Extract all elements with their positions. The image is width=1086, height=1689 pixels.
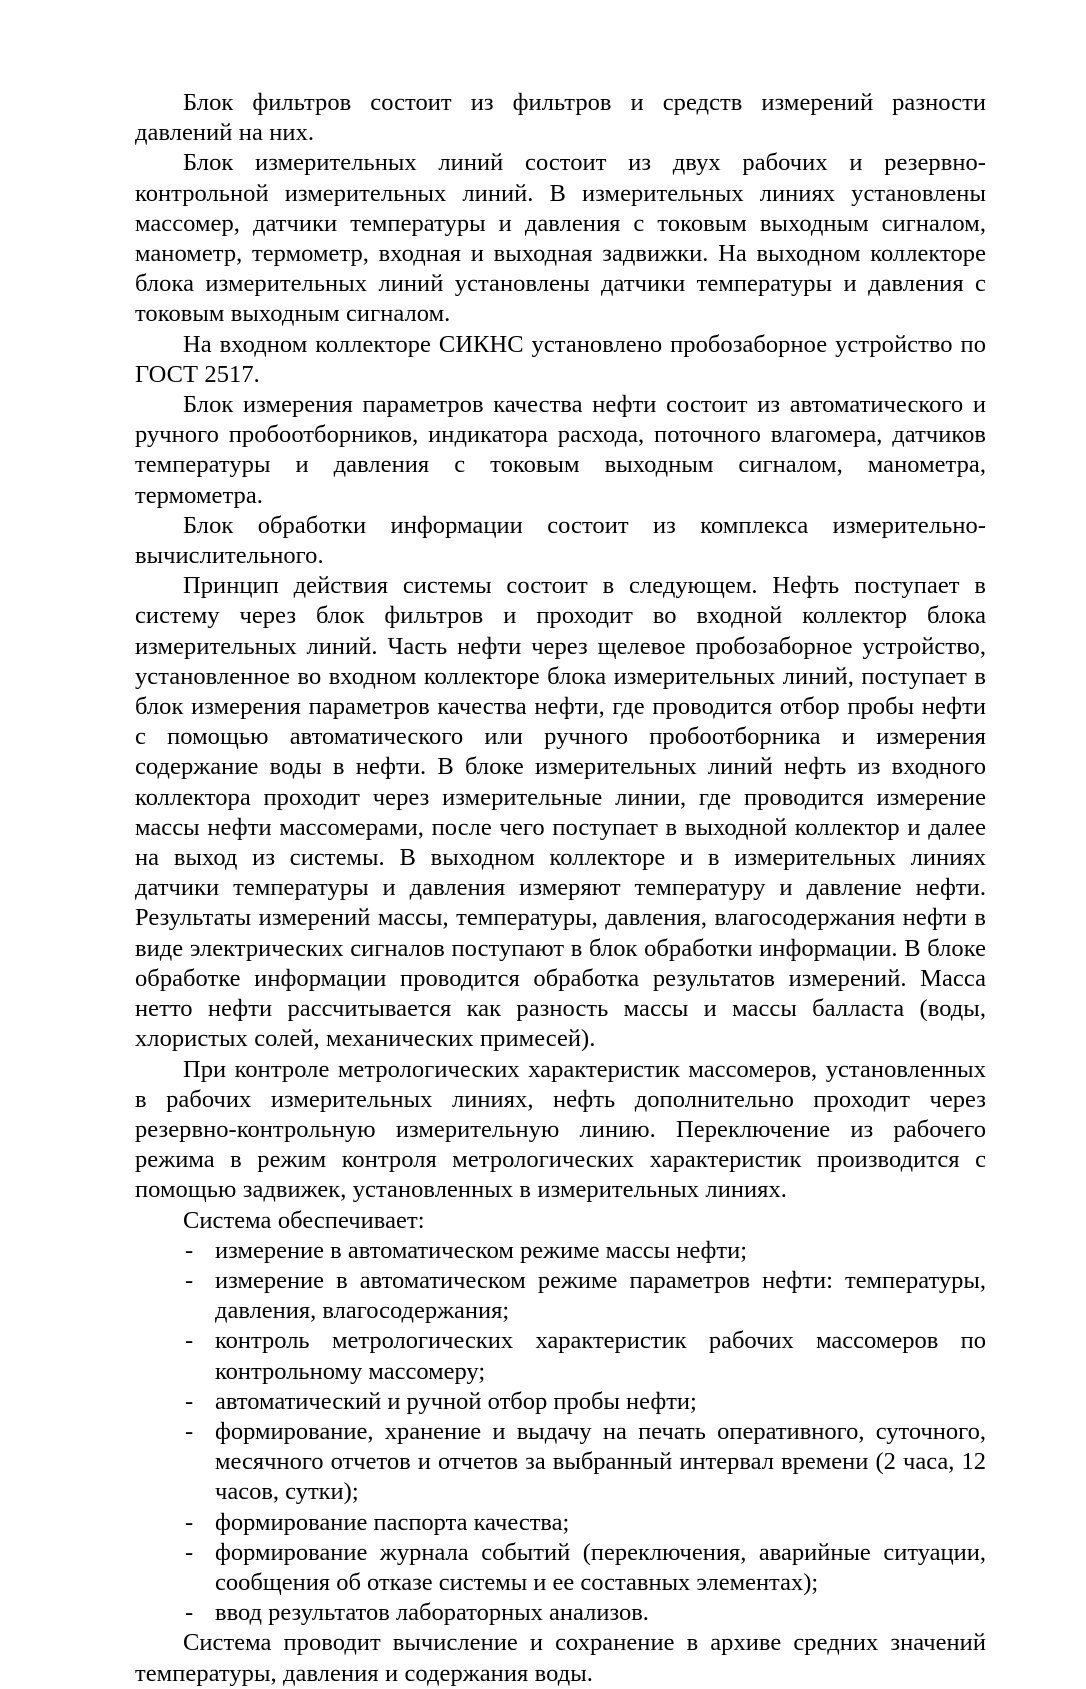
paragraph-archive-averages: Система проводит вычисление и сохранение в архиве средних значений температуры, давления и содержания воды. [135,1629,986,1687]
system-capabilities-list [135,1236,986,1629]
paragraph-information-processing-block: Блок обработки информации состоит из комплекса измерительно-вычислительного. [135,511,986,570]
bullet-dash-icon: - [185,1538,194,1566]
list-item-label: формирование, хранение и выдачу на печать оперативного, суточного, месячного отчетов и отчетов за выбранный интервал времени (2 часа, 12 часов, сутки); [215,1417,986,1506]
bullet-dash-icon: - [185,1266,194,1294]
paragraph-inlet-manifold-gost: На входном коллекторе СИКНС установлено пробозаборное устройство по ГОСТ 2517. [135,330,986,388]
list-item-label: формирование паспорта качества; [215,1508,570,1536]
bullet-dash-icon: - [185,1508,194,1536]
bullet-dash-icon: - [185,1417,194,1445]
list-item [135,1266,986,1326]
list-item [135,1538,986,1598]
bullet-dash-icon: - [185,1387,194,1415]
paragraph-filter-block: Блок фильтров состоит из фильтров и средств измерений разности давлений на них. [135,89,986,147]
document-body [135,88,986,1689]
paragraph-system-provides-intro: Система обеспечивает: [183,1206,425,1234]
list-item [135,1236,986,1266]
list-item-label: автоматический и ручной отбор пробы нефти; [215,1387,697,1415]
bullet-dash-icon: - [185,1327,194,1355]
bullet-dash-icon: - [185,1236,194,1264]
list-item [135,1326,986,1386]
bullet-dash-icon: - [185,1599,194,1627]
list-item-label: измерение в автоматическом режиме параметров нефти: температуры, давления, влагосодержания; [215,1266,986,1325]
list-item-label: ввод результатов лабораторных анализов. [215,1599,649,1627]
list-item-label: контроль метрологических характеристик рабочих массомеров по контрольному массомеру; [215,1327,986,1385]
list-item-label: формирование журнала событий (переключения, аварийные ситуации, сообщения об отказе системы и ее составных элементах); [215,1538,986,1596]
paragraph-metrological-control: При контроле метрологических характеристик массомеров, установленных в рабочих измерительных линиях, нефть дополнительно проходит через резервно-контрольную измерительную линию. Переключение из рабочего режима в режим контроля метрологических характеристик производится с помощью задвижек, установленных в измерительных линиях. [135,1055,986,1204]
list-item [135,1387,986,1417]
paragraph-measuring-lines-block: Блок измерительных линий состоит из двух рабочих и резервно-контрольной измерительных линий. В измерительных линиях установлены массомер, датчики температуры и давления с токовым выходным сигналом, манометр, термометр, входная и выходная задвижки. На выходном коллекторе блока измерительных линий установлены датчики температуры и давления с токовым выходным сигналом. [135,149,986,328]
list-item [135,1508,986,1538]
paragraph-operating-principle: Принцип действия системы состоит в следующем. Нефть поступает в систему через блок фильтров и проходит во входной коллектор блока измерительных линий. Часть нефти через щелевое пробозаборное устройство, установленное во входном коллекторе блока измерительных линий, поступает в блок измерения параметров качества нефти, где проводится отбор пробы нефти с помощью автоматического или ручного пробоотборника и измерения содержание воды в нефти. В блоке измерительных линий нефть из входного коллектора проходит через измерительные линии, где проводится измерение массы нефти массомерами, после чего поступает в выходной коллектор и далее на выход из системы. В выходном коллекторе и в измерительных линиях датчики температуры и давления измеряют температуру и давление нефти. Результаты измерений массы, температуры, давления, влагосодержания нефти в виде электрических сигналов поступают в блок обработки информации. В блоке обработке информации проводится обработка результатов измерений. Масса нетто нефти рассчитывается как разность массы и массы балласта (воды, хлористых солей, механических примесей). [135,572,986,1053]
list-item [135,1417,986,1508]
paragraph-oil-quality-block: Блок измерения параметров качества нефти состоит из автоматического и ручного пробоотборников, индикатора расхода, поточного влагомера, датчиков температуры и давления с токовым выходным сигналом, манометра, термометра. [135,391,986,509]
list-item-label: измерение в автоматическом режиме массы нефти; [215,1236,748,1264]
list-item [135,1598,986,1628]
